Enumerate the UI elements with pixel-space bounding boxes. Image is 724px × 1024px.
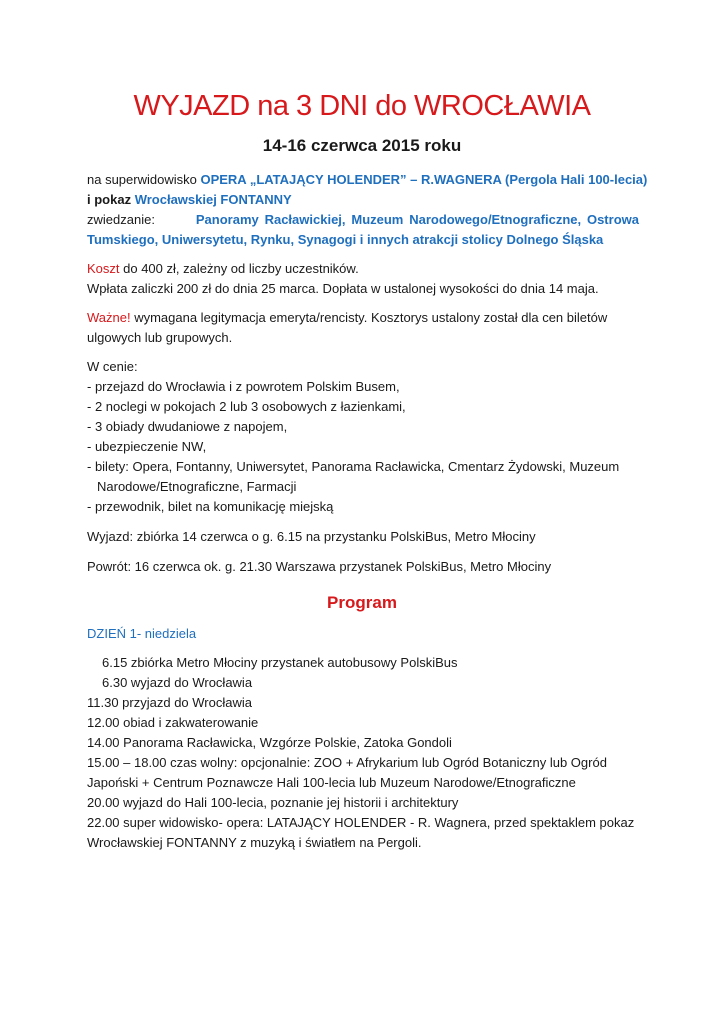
deposit-line: Wpłata zaliczki 200 zł do dnia 25 marca. Dopłata w ustalonej wysokości do dnia 14 maja. — [87, 281, 599, 296]
included-heading: W cenie: — [87, 359, 138, 374]
included-item: - 3 obiady dwudaniowe z napojem, — [87, 419, 288, 434]
zwiedzanie-line-1 — [87, 210, 639, 230]
cost-line — [87, 259, 639, 279]
day1-label: DZIEŃ 1- niedziela — [87, 626, 197, 641]
intro-prefix: na superwidowisko — [87, 172, 201, 187]
zwiedzanie-label: zwiedzanie: — [87, 212, 155, 227]
zwiedzanie-places-1: Panoramy Racławickiej, Muzeum Narodowego/Etnograficzne, Ostrowa — [195, 212, 639, 227]
schedule-line: Japoński + Centrum Poznawcze Hali 100-lecia lub Muzeum Narodowe/Etnograficzne — [87, 775, 576, 790]
opera-name: OPERA „LATAJĄCY HOLENDER” – R.WAGNERA (Pergola Hali 100-lecia) — [200, 172, 648, 187]
schedule-line: 6.30 wyjazd do Wrocławia — [102, 675, 253, 690]
cost-text: do 400 zł, zależny od liczby uczestników. — [119, 261, 359, 276]
document-body — [87, 170, 648, 577]
schedule-line: 14.00 Panorama Racławicka, Wzgórze Polskie, Zatoka Gondoli — [87, 735, 452, 750]
included-item: - bilety: Opera, Fontanny, Uniwersytet, Panorama Racławicka, Cmentarz Żydowski, Muzeum — [87, 459, 620, 474]
date-subtitle: 14-16 czerwca 2015 roku — [262, 136, 462, 155]
page-title: WYJAZD na 3 DNI do WROCŁAWIA — [133, 90, 591, 122]
departure-info: Wyjazd: zbiórka 14 czerwca o g. 6.15 na przystanku PolskiBus, Metro Młociny — [87, 529, 536, 544]
schedule-line: 6.15 zbiórka Metro Młociny przystanek autobusowy PolskiBus — [102, 655, 458, 670]
schedule-line: 22.00 super widowisko- opera: LATAJĄCY HOLENDER - R. Wagnera, przed spektaklem pokaz — [87, 815, 635, 830]
pokaz-prefix: i pokaz — [87, 192, 135, 207]
schedule-line: 20.00 wyjazd do Hali 100-lecia, poznanie jej historii i architektury — [87, 795, 459, 810]
schedule-line: 12.00 obiad i zakwaterowanie — [87, 715, 259, 730]
schedule-line: 11.30 przyjazd do Wrocławia — [87, 695, 252, 710]
included-item: - przewodnik, bilet na komunikację miejską — [87, 499, 334, 514]
important-line-1 — [87, 308, 639, 328]
program-title: Program — [327, 593, 397, 612]
program-schedule — [87, 624, 657, 853]
schedule-line: 15.00 – 18.00 czas wolny: opcjonalnie: ZOO + Afrykarium lub Ogród Botaniczny lub Ogród — [87, 755, 607, 770]
intro-pokaz-line — [87, 190, 639, 210]
important-text: wymagana legitymacja emeryta/rencisty. Kosztorys ustalony został dla cen biletów — [130, 310, 608, 325]
return-info: Powrót: 16 czerwca ok. g. 21.30 Warszawa przystanek PolskiBus, Metro Młociny — [87, 559, 552, 574]
pokaz-name: Wrocławskiej FONTANNY — [134, 192, 292, 207]
important-label: Ważne! — [87, 310, 131, 325]
zwiedzanie-places-2: Tumskiego, Uniwersytetu, Rynku, Synagogi i innych atrakcji stolicy Dolnego Śląska — [87, 232, 604, 247]
important-line-2: ulgowych lub grupowych. — [87, 330, 233, 345]
included-item: - ubezpieczenie NW, — [87, 439, 207, 454]
intro-opera-line — [87, 170, 648, 190]
schedule-line: Wrocławskiej FONTANNY z muzyką i światłem na Pergoli. — [87, 835, 422, 850]
included-item: - 2 noclegi w pokojach 2 lub 3 osobowych z łazienkami, — [87, 399, 406, 414]
cost-label: Koszt — [87, 261, 120, 276]
included-item-continuation: Narodowe/Etnograficzne, Farmacji — [97, 479, 297, 494]
included-item: - przejazd do Wrocławia i z powrotem Polskim Busem, — [87, 379, 400, 394]
